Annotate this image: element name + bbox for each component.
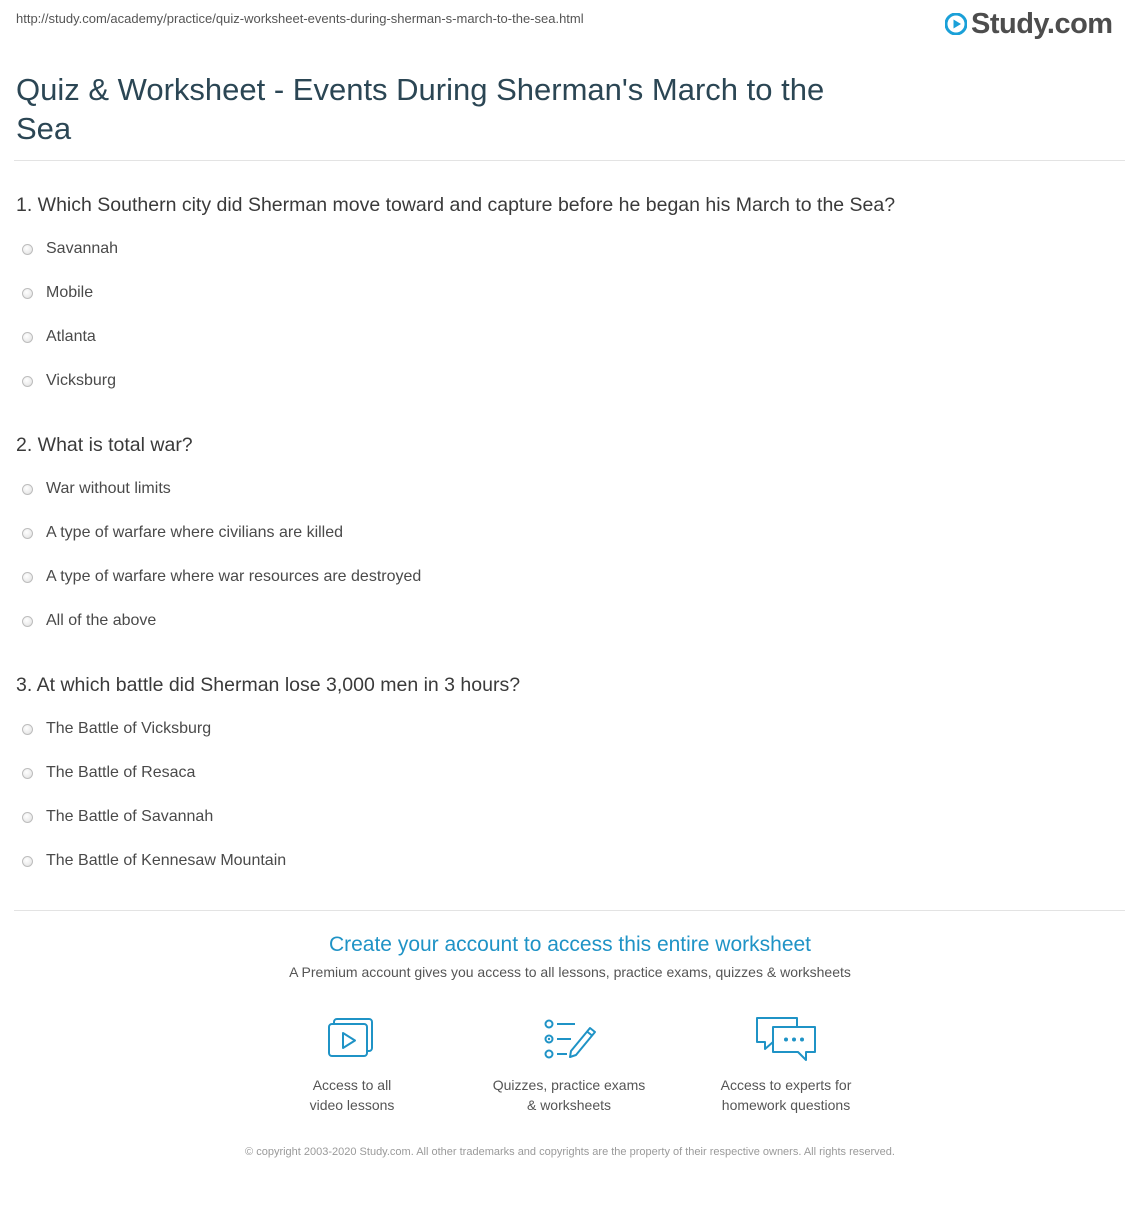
option-label: A type of warfare where civilians are killed	[46, 524, 344, 541]
question-2: 2. What is total war?	[16, 434, 193, 456]
question-2-option-1[interactable]	[22, 478, 171, 500]
study-logo[interactable]	[945, 6, 1113, 42]
radio-button[interactable]	[22, 724, 33, 735]
feature-quizzes	[469, 1015, 669, 1115]
radio-button[interactable]	[22, 244, 33, 255]
play-icon	[945, 13, 967, 35]
video-lessons-icon	[324, 1015, 380, 1063]
title-divider	[14, 160, 1125, 161]
question-1-option-4[interactable]	[22, 370, 116, 392]
page-url: http://study.com/academy/practice/quiz-worksheet-events-during-sherman-s-march-to-the-sea.html	[16, 11, 584, 26]
option-label: Mobile	[46, 284, 94, 301]
logo-text: Study.com	[971, 7, 1113, 40]
option-label: The Battle of Kennesaw Mountain	[46, 852, 287, 869]
feature-line: video lessons	[309, 1097, 395, 1113]
question-3-option-1[interactable]	[22, 718, 211, 740]
radio-button[interactable]	[22, 812, 33, 823]
radio-button[interactable]	[22, 528, 33, 539]
option-label: The Battle of Resaca	[46, 764, 196, 781]
top-bar	[0, 0, 1140, 44]
question-1: 1. Which Southern city did Sherman move toward and capture before he began his March to the Sea?	[16, 194, 896, 216]
question-3-option-2[interactable]	[22, 762, 195, 784]
radio-button[interactable]	[22, 332, 33, 343]
cta-subtitle: A Premium account gives you access to all lessons, practice exams, quizzes & worksheets	[289, 964, 851, 980]
radio-button[interactable]	[22, 856, 33, 867]
chat-bubbles-icon	[753, 1015, 819, 1063]
feature-line: Quizzes, practice exams	[492, 1077, 646, 1093]
create-account-link[interactable]: Create your account to access this entire worksheet	[328, 933, 812, 956]
feature-line: homework questions	[721, 1097, 851, 1113]
question-2-option-2[interactable]	[22, 522, 343, 544]
radio-button[interactable]	[22, 288, 33, 299]
option-label: Vicksburg	[46, 372, 116, 389]
page-title: Quiz & Worksheet - Events During Sherman's March to the Sea	[16, 72, 825, 146]
radio-button[interactable]	[22, 768, 33, 779]
radio-button[interactable]	[22, 616, 33, 627]
radio-button[interactable]	[22, 376, 33, 387]
option-label: War without limits	[46, 480, 171, 497]
feature-line: Access to experts for	[720, 1077, 852, 1093]
feature-video-lessons	[252, 1015, 452, 1115]
radio-button[interactable]	[22, 572, 33, 583]
option-label: The Battle of Savannah	[46, 808, 214, 825]
option-label: A type of warfare where war resources are destroyed	[46, 568, 422, 585]
question-3: 3. At which battle did Sherman lose 3,000 men in 3 hours?	[16, 674, 521, 696]
copyright-footer: © copyright 2003-2020 Study.com. All other trademarks and copyrights are the property of their respective owners. All rights reserved.	[245, 1146, 895, 1158]
feature-experts	[686, 1015, 886, 1115]
option-label: Savannah	[46, 240, 119, 257]
option-label: All of the above	[46, 612, 157, 629]
question-3-option-4[interactable]	[22, 850, 286, 872]
option-label: Atlanta	[46, 328, 96, 345]
feature-line: & worksheets	[526, 1097, 612, 1113]
feature-line: Access to all	[312, 1077, 392, 1093]
question-1-option-3[interactable]	[22, 326, 96, 348]
question-2-option-4[interactable]	[22, 610, 156, 632]
option-label: The Battle of Vicksburg	[46, 720, 212, 737]
question-1-option-1[interactable]	[22, 238, 118, 260]
radio-button[interactable]	[22, 484, 33, 495]
question-2-option-3[interactable]	[22, 566, 421, 588]
quiz-checklist-icon	[541, 1015, 597, 1063]
question-3-option-3[interactable]	[22, 806, 213, 828]
section-divider	[14, 910, 1125, 911]
question-1-option-2[interactable]	[22, 282, 93, 304]
